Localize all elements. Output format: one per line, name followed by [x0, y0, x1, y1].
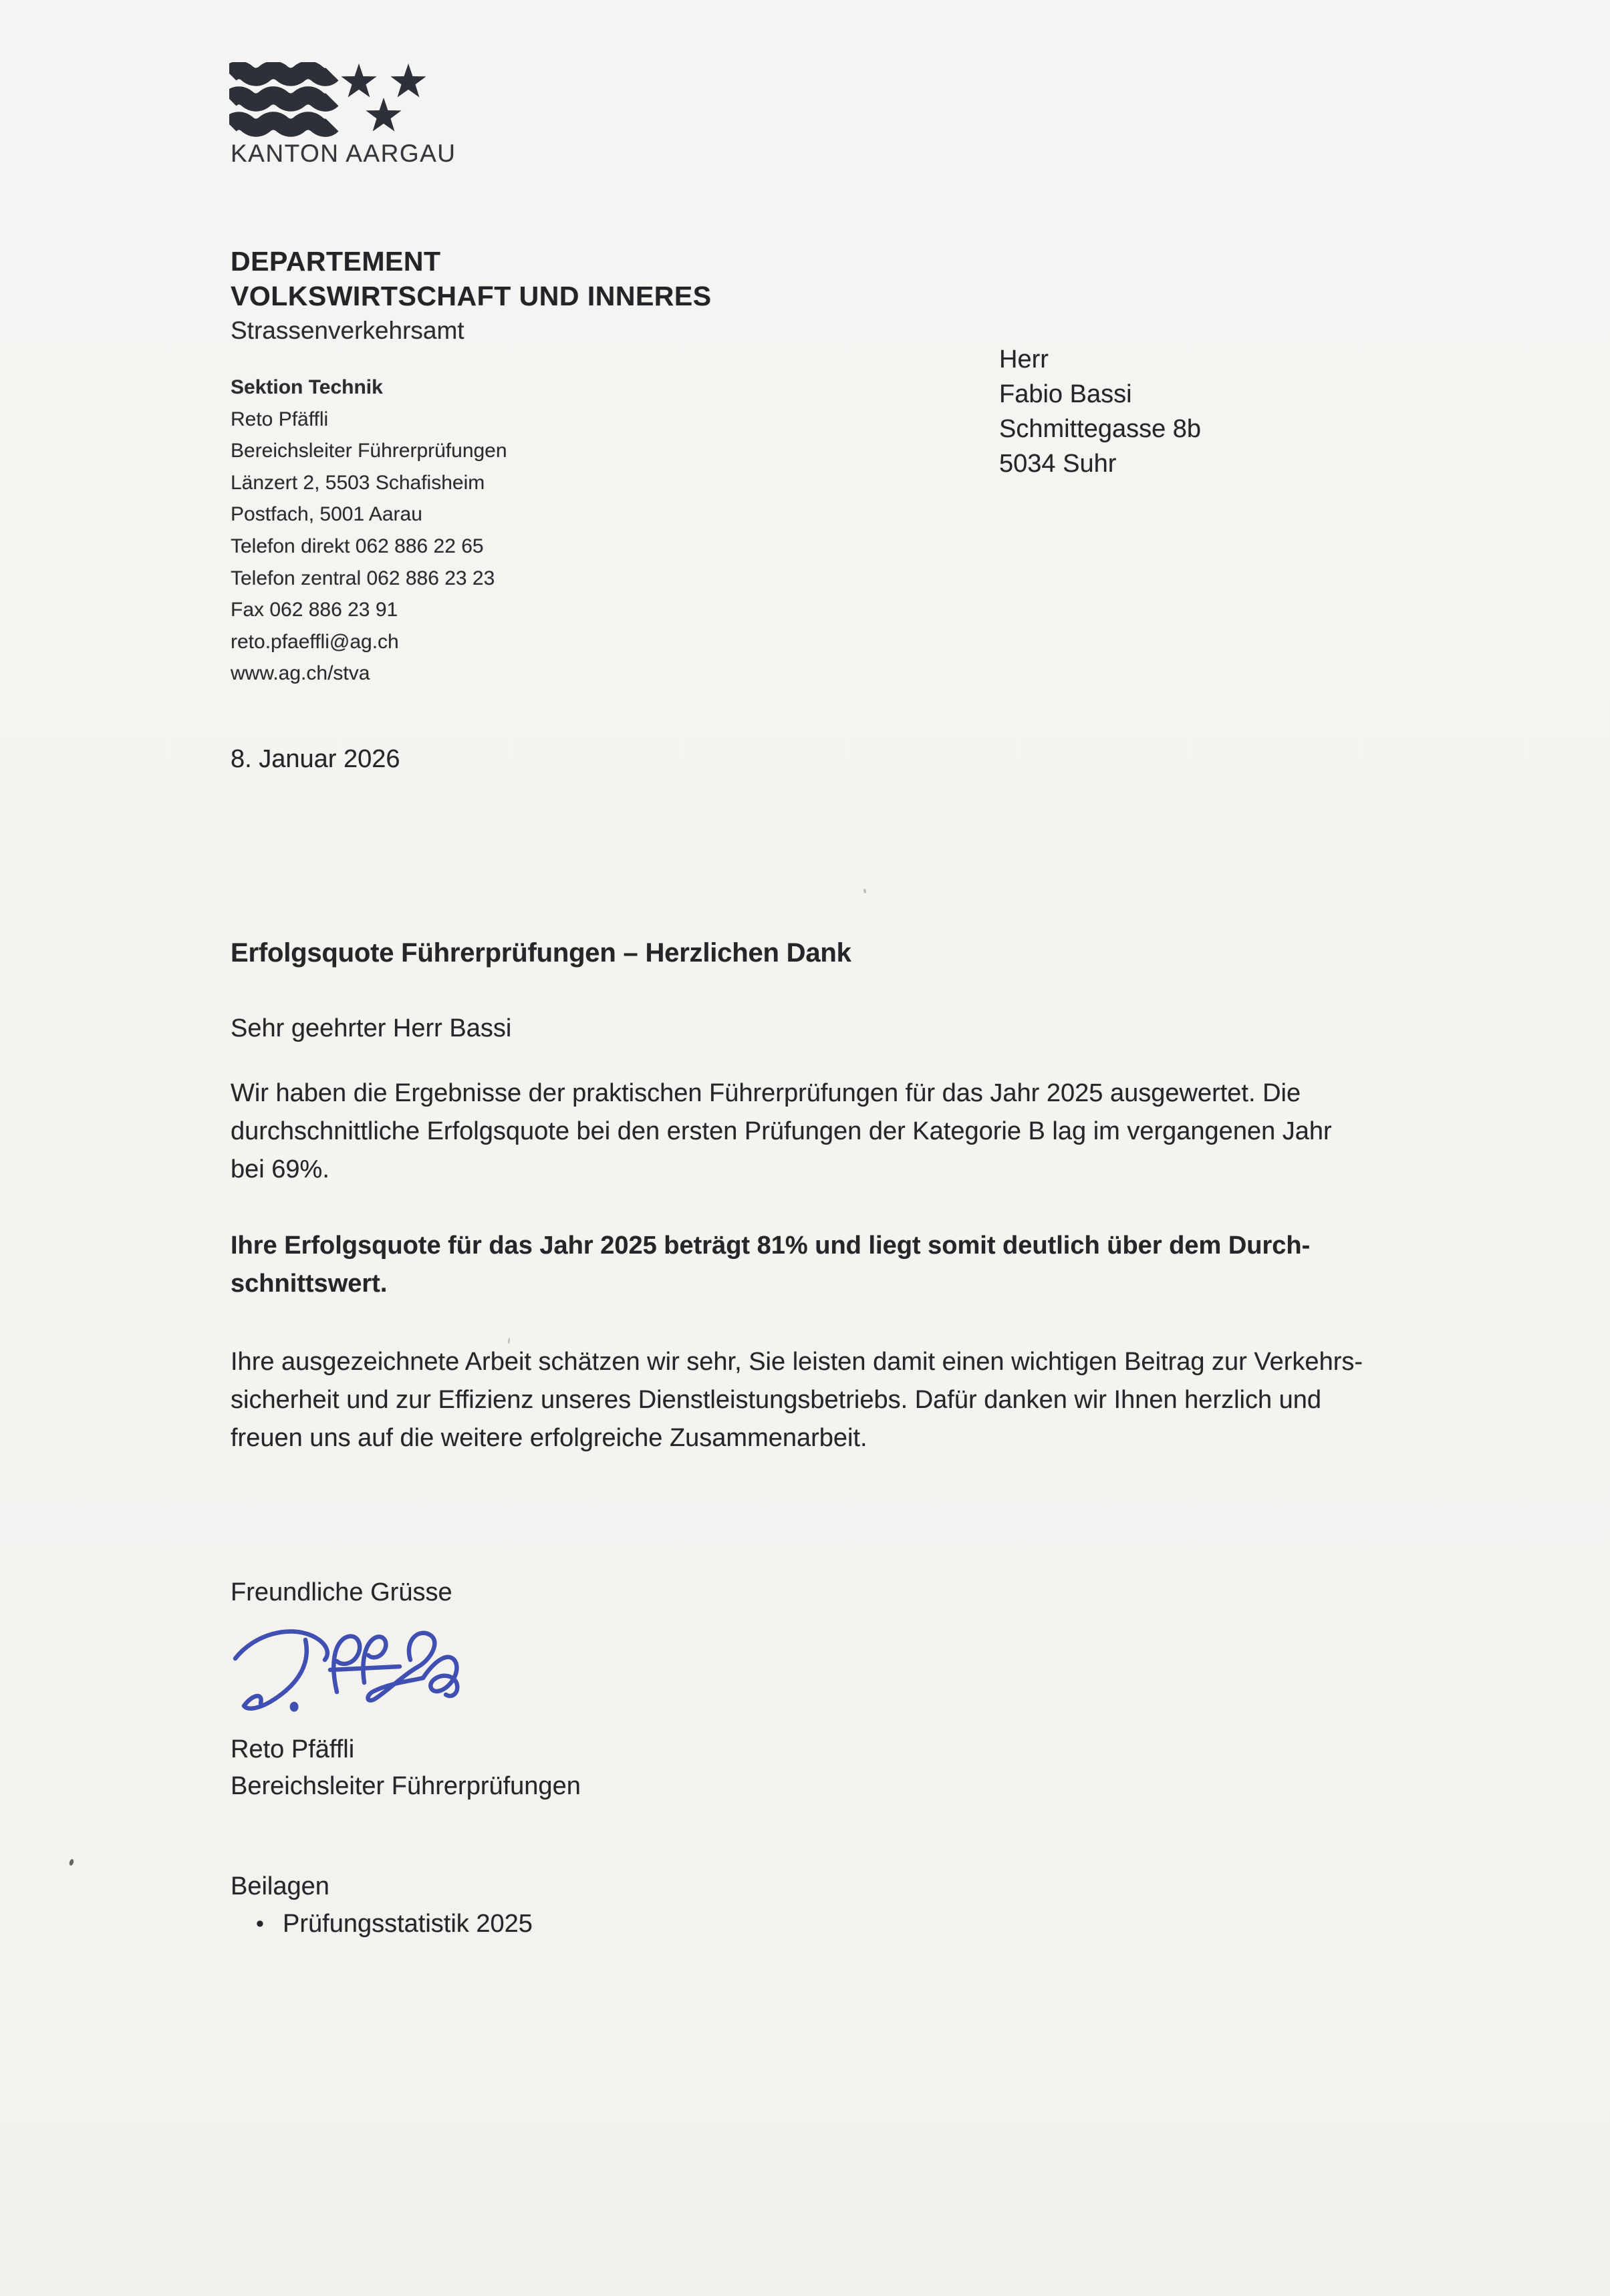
- sender-website: www.ag.ch/stva: [231, 662, 370, 685]
- bullet-icon: •: [256, 1911, 264, 1936]
- paragraph-line: freuen uns auf die weitere erfolgreiche Zusammenarbeit.: [231, 1424, 867, 1452]
- sender-email: reto.pfaeffli@ag.ch: [231, 630, 399, 653]
- sender-phone-direct: Telefon direkt 062 886 22 65: [231, 535, 484, 557]
- enclosures-label: Beilagen: [231, 1872, 329, 1900]
- sender-phone-central: Telefon zentral 062 886 23 23: [231, 567, 495, 589]
- department-name-line2: VOLKSWIRTSCHAFT UND INNERES: [231, 281, 712, 311]
- recipient-street: Schmittegasse 8b: [999, 415, 1202, 443]
- letter-date: 8. Januar 2026: [231, 745, 400, 773]
- sender-role: Bereichsleiter Führerprüfungen: [231, 440, 507, 462]
- subject-line: Erfolgsquote Führerprüfungen – Herzlichen Dank: [231, 938, 851, 968]
- logo-star-bottom-icon: [366, 98, 401, 132]
- sender-fax: Fax 062 886 23 91: [231, 599, 398, 621]
- recipient-salutation: Herr: [999, 345, 1049, 374]
- recipient-city: 5034 Suhr: [999, 450, 1117, 478]
- enclosure-item-row: [256, 1910, 533, 1939]
- sender-section: Sektion Technik: [231, 376, 383, 398]
- kanton-aargau-logo: [229, 62, 430, 137]
- handwritten-signature: [225, 1617, 473, 1731]
- paragraph-success-rate: [231, 1227, 1474, 1303]
- scan-speck: [69, 1858, 75, 1866]
- scan-speck: [863, 889, 866, 894]
- paragraph-line: bei 69%.: [231, 1155, 329, 1183]
- office-name: Strassenverkehrsamt: [231, 317, 464, 344]
- canton-name: KANTON AARGAU: [231, 140, 456, 167]
- paragraph-line: sicherheit und zur Effizienz unseres Dienstleistungsbetriebs. Dafür danken wir Ihnen herzlich und: [231, 1386, 1322, 1414]
- paragraph-results: [231, 1074, 1474, 1189]
- logo-star-top-left-icon: [341, 63, 376, 98]
- paragraph-line: Ihre ausgezeichnete Arbeit schätzen wir sehr, Sie leisten damit einen wichtigen Beitrag zur Verkehrs-: [231, 1348, 1363, 1376]
- paragraph-line: durchschnittliche Erfolgsquote bei den ersten Prüfungen der Kategorie B lag im vergangenen Jahr: [231, 1117, 1332, 1145]
- signer-title: Bereichsleiter Führerprüfungen: [231, 1772, 581, 1800]
- paragraph-line: Ihre Erfolgsquote für das Jahr 2025 beträgt 81% und liegt somit deutlich über dem Durch-: [231, 1232, 1311, 1260]
- logo-star-top-right-icon: [390, 63, 426, 98]
- enclosure-item: Prüfungsstatistik 2025: [283, 1910, 533, 1938]
- paragraph-line: schnittswert.: [231, 1270, 388, 1298]
- logo-river-waves-icon: [230, 70, 332, 128]
- closing-greeting: Freundliche Grüsse: [231, 1578, 452, 1606]
- sender-pobox: Postfach, 5001 Aarau: [231, 503, 422, 526]
- sender-block: [231, 372, 507, 690]
- sender-name: Reto Pfäffli: [231, 408, 329, 430]
- signer-name: Reto Pfäffli: [231, 1735, 355, 1763]
- department-name-line1: DEPARTEMENT: [231, 246, 441, 277]
- recipient-block: [999, 342, 1201, 481]
- paragraph-line: Wir haben die Ergebnisse der praktischen Führerprüfungen für das Jahr 2025 ausgewertet. Die: [231, 1079, 1301, 1107]
- recipient-name: Fabio Bassi: [999, 380, 1132, 408]
- paragraph-thanks: [231, 1343, 1474, 1457]
- sender-street: Länzert 2, 5503 Schafisheim: [231, 471, 485, 494]
- salutation: Sehr geehrter Herr Bassi: [231, 1014, 512, 1042]
